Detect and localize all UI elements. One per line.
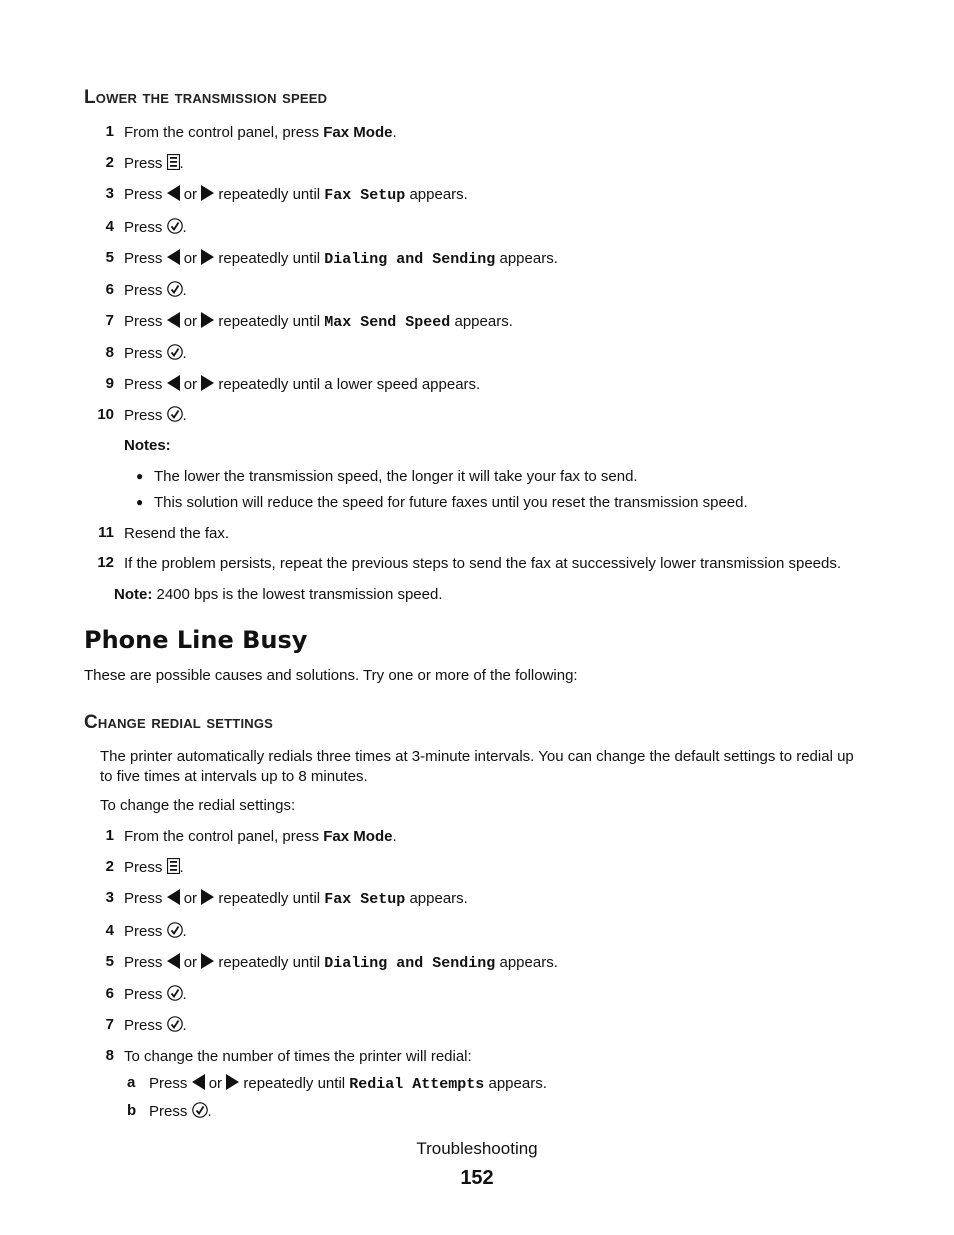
- step-number: 7: [105, 1016, 114, 1033]
- notes-label: Notes:: [124, 437, 171, 454]
- step-text-part: or: [183, 376, 198, 393]
- section-heading-lower-speed: Lower the transmission speed: [84, 87, 328, 108]
- step-number: 4: [105, 218, 114, 235]
- right-arrow-icon: [201, 889, 214, 905]
- left-arrow-icon: [167, 312, 180, 328]
- step-number: 1: [105, 827, 114, 844]
- left-arrow-icon: [192, 1074, 205, 1090]
- step-text: [124, 858, 184, 878]
- step-text-part: .: [182, 923, 187, 940]
- step-text-part: appears.: [488, 1075, 547, 1092]
- page-number: 152: [460, 1167, 494, 1189]
- step-text-part: repeatedly until: [243, 1075, 346, 1092]
- page-title-phone-line-busy: Phone Line Busy: [84, 626, 308, 654]
- step-text: Resend the fax.: [124, 525, 230, 542]
- display-code: Max Send Speed: [324, 314, 451, 331]
- step-text-part: repeatedly until a lower speed appears.: [218, 376, 481, 393]
- step-number: 3: [105, 185, 114, 202]
- substep-text: [149, 1074, 547, 1095]
- select-check-icon: [167, 218, 183, 234]
- step-text-part: repeatedly until: [218, 954, 321, 971]
- step-text-part: appears.: [454, 313, 513, 330]
- step-text-part: Press: [124, 155, 163, 172]
- display-code: Dialing and Sending: [324, 955, 496, 972]
- step-text: [124, 218, 187, 238]
- select-check-icon: [167, 922, 183, 938]
- right-arrow-icon: [201, 312, 214, 328]
- menu-icon: [167, 858, 180, 874]
- step-text-part: or: [183, 313, 198, 330]
- step-number: 9: [105, 375, 114, 392]
- step-number: 4: [105, 922, 114, 939]
- note: [114, 585, 442, 605]
- step-text-part: Press: [124, 186, 163, 203]
- step-text-part: .: [392, 124, 397, 141]
- section-heading-redial: Change redial settings: [84, 712, 274, 733]
- step-text-part: repeatedly until: [218, 186, 321, 203]
- step-text-part: Press: [124, 219, 163, 236]
- step-text-part: or: [183, 250, 198, 267]
- step-text-part: Press: [124, 282, 163, 299]
- display-code: Dialing and Sending: [324, 251, 496, 268]
- step-number: 6: [105, 281, 114, 298]
- step-text: [124, 889, 468, 910]
- fax-mode-label: Fax Mode: [323, 124, 393, 141]
- step-text-part: From the control panel, press: [124, 124, 324, 141]
- fax-mode-label: Fax Mode: [323, 828, 393, 845]
- step-text-part: .: [179, 859, 184, 876]
- step-text-part: .: [182, 219, 187, 236]
- right-arrow-icon: [226, 1074, 239, 1090]
- select-check-icon: [167, 985, 183, 1001]
- note-item: This solution will reduce the speed for future faxes until you reset the transmission speed.: [154, 494, 748, 511]
- intro-text: These are possible causes and solutions. Try one or more of the following:: [84, 667, 578, 684]
- bullet-icon: ●: [136, 469, 144, 483]
- step-text: [124, 953, 558, 974]
- right-arrow-icon: [201, 375, 214, 391]
- step-text-part: .: [182, 282, 187, 299]
- step-text-part: or: [183, 186, 198, 203]
- step-text-part: Press: [124, 890, 163, 907]
- step-text: [124, 922, 187, 942]
- step-text-part: Press: [124, 407, 163, 424]
- select-check-icon: [167, 406, 183, 422]
- step-number: 7: [105, 312, 114, 329]
- step-number: 3: [105, 889, 114, 906]
- left-arrow-icon: [167, 185, 180, 201]
- left-arrow-icon: [167, 953, 180, 969]
- step-text-part: .: [182, 986, 187, 1003]
- step-text-part: Press: [124, 376, 163, 393]
- display-code: Redial Attempts: [349, 1076, 485, 1093]
- step-text: [124, 281, 187, 301]
- step-text-part: Press: [124, 954, 163, 971]
- step-text-part: or: [208, 1075, 223, 1092]
- step-text: [124, 1016, 187, 1036]
- step-text: [124, 185, 468, 206]
- select-check-icon: [167, 344, 183, 360]
- step-text-part: .: [182, 407, 187, 424]
- redial-paragraph: The printer automatically redials three times at 3-minute intervals. You can change the default settings to redial up to five times at intervals up to 8 minutes.: [100, 748, 854, 785]
- substep-letter: b: [127, 1102, 137, 1119]
- right-arrow-icon: [201, 953, 214, 969]
- left-arrow-icon: [167, 375, 180, 391]
- step-number: 11: [98, 524, 114, 541]
- right-arrow-icon: [201, 185, 214, 201]
- step-text-part: appears.: [499, 954, 558, 971]
- step-text-part: or: [183, 954, 198, 971]
- step-text-part: repeatedly until: [218, 250, 321, 267]
- step-text: [124, 985, 187, 1005]
- step-number: 1: [105, 123, 114, 140]
- step-text-part: From the control panel, press: [124, 828, 324, 845]
- step-number: 12: [97, 554, 114, 571]
- step-text: If the problem persists, repeat the previous steps to send the fax at successively lower transmission speeds.: [124, 555, 842, 572]
- step-text-part: Press: [124, 313, 163, 330]
- step-text-part: or: [183, 890, 198, 907]
- step-text-part: .: [182, 345, 187, 362]
- step-number: 10: [97, 406, 114, 423]
- step-text: [124, 312, 513, 333]
- left-arrow-icon: [167, 249, 180, 265]
- step-number: 5: [105, 953, 114, 970]
- step-text-part: Press: [124, 859, 163, 876]
- step-number: 2: [105, 154, 114, 171]
- step-text-part: appears.: [499, 250, 558, 267]
- step-text: [124, 375, 480, 395]
- note-text: 2400 bps is the lowest transmission speed.: [152, 586, 443, 603]
- step-text-part: Press: [124, 1017, 163, 1034]
- step-text-part: Press: [149, 1075, 188, 1092]
- redial-intro: To change the redial settings:: [100, 797, 296, 814]
- step-text-part: .: [182, 1017, 187, 1034]
- step-text: [124, 406, 187, 426]
- display-code: Fax Setup: [324, 187, 406, 204]
- step-number: 8: [105, 1047, 114, 1064]
- step-text: [124, 154, 184, 174]
- menu-icon: [167, 154, 180, 170]
- step-text: [124, 827, 397, 847]
- display-code: Fax Setup: [324, 891, 406, 908]
- note-item: The lower the transmission speed, the longer it will take your fax to send.: [154, 468, 638, 485]
- step-text: [124, 249, 558, 270]
- step-text: To change the number of times the printer will redial:: [124, 1048, 472, 1065]
- select-check-icon: [167, 281, 183, 297]
- select-check-icon: [192, 1102, 208, 1118]
- step-text-part: Press: [149, 1103, 188, 1120]
- step-text-part: Press: [124, 986, 163, 1003]
- step-text-part: appears.: [409, 890, 468, 907]
- substep-letter: a: [127, 1074, 136, 1091]
- footer-chapter-title: Troubleshooting: [416, 1139, 538, 1158]
- step-text-part: .: [207, 1103, 212, 1120]
- substep-text: [149, 1102, 212, 1122]
- step-text-part: .: [179, 155, 184, 172]
- select-check-icon: [167, 1016, 183, 1032]
- step-text: [124, 123, 397, 143]
- note-label: Note:: [114, 586, 153, 603]
- step-number: 5: [105, 249, 114, 266]
- step-text-part: appears.: [409, 186, 468, 203]
- right-arrow-icon: [201, 249, 214, 265]
- step-number: 8: [105, 344, 114, 361]
- step-text: [124, 344, 187, 364]
- bullet-icon: ●: [136, 495, 144, 509]
- step-text-part: repeatedly until: [218, 313, 321, 330]
- step-number: 6: [105, 985, 114, 1002]
- step-text-part: Press: [124, 345, 163, 362]
- step-text-part: Press: [124, 250, 163, 267]
- step-text-part: Press: [124, 923, 163, 940]
- step-text-part: .: [392, 828, 397, 845]
- step-text-part: repeatedly until: [218, 890, 321, 907]
- step-number: 2: [105, 858, 114, 875]
- left-arrow-icon: [167, 889, 180, 905]
